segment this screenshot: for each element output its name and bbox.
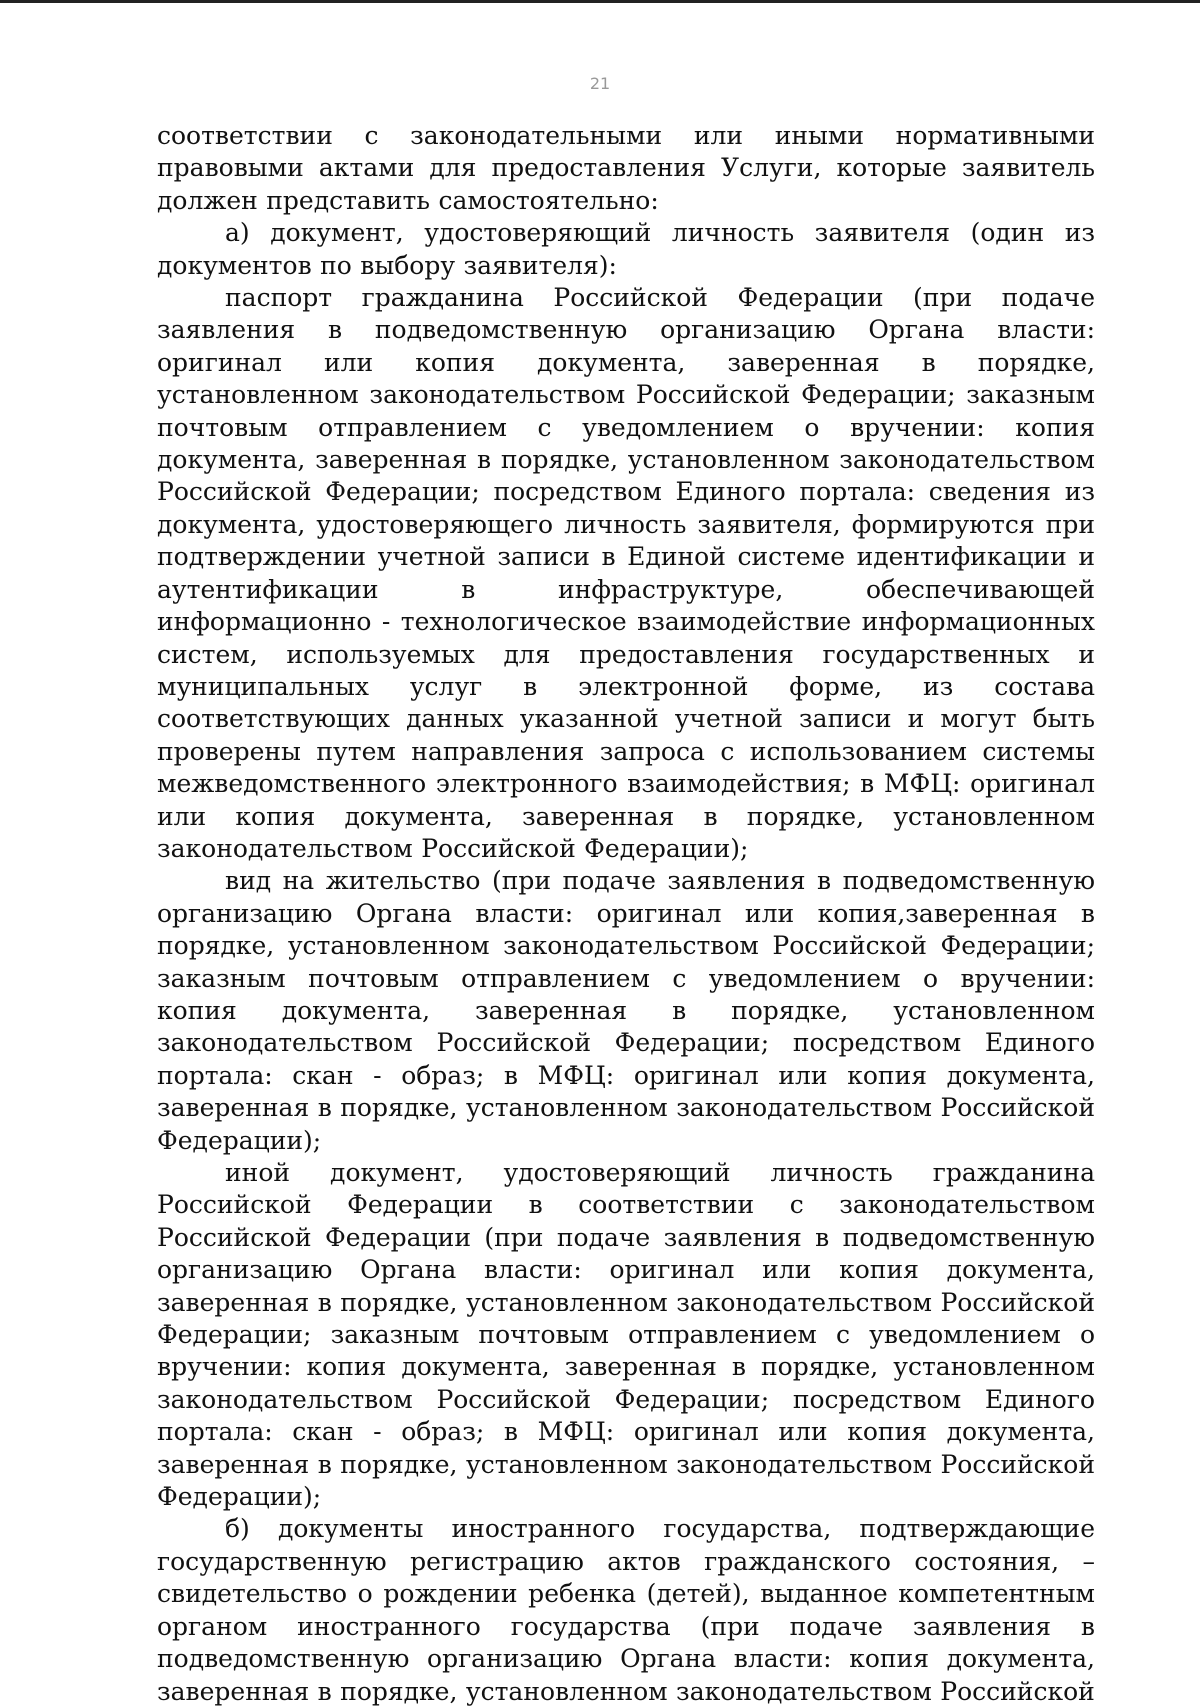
page-number: 21 bbox=[589, 74, 611, 93]
paragraph-residence-permit: вид на жительство (при подаче заявления в подведомственную организацию Органа власти: оригинал или копия,заверенная в порядке, установленном законодательством Российской Федерации; заказным почтовым отправлением с уведомлением о вручении: копия документа, заверенная в порядке, установленном законодательством Российской Федерации; посредством Единого портала: скан - образ; в МФЦ: оригинал или копия документа, заверенная в порядке, установленном законодательством Российской Федерации); bbox=[157, 866, 1095, 1155]
document-body bbox=[157, 120, 1095, 1708]
paragraph-foreign-documents: б) документы иностранного государства, подтверждающие государственную регистрацию актов гражданского состояния, – свидетельство о рождении ребенка (детей), выданное компетентным органом иностранного государства (при подаче заявления в подведомственную организацию Органа власти: копия документа, заверенная в порядке, установленном законодательством Российской bbox=[157, 1514, 1095, 1706]
paragraph-continuation: соответствии с законодательными или иными нормативными правовыми актами для предоставления Услуги, которые заявитель должен представить самостоятельно: bbox=[157, 121, 1095, 215]
paragraph-other-identity-document: иной документ, удостоверяющий личность гражданина Российской Федерации в соответствии с законодательством Российской Федерации (при подаче заявления в подведомственную организацию Органа власти: оригинал или копия документа, заверенная в порядке, установленном законодательством Российской Федерации; заказным почтовым отправлением с уведомлением о вручении: копия документа, заверенная в порядке, установленном законодательством Российской Федерации; посредством Единого портала: скан - образ; в МФЦ: оригинал или копия документа, заверенная в порядке, установленном законодательством Российской Федерации); bbox=[157, 1158, 1095, 1512]
top-scan-edge bbox=[0, 0, 1200, 3]
paragraph-identity-document: а) документ, удостоверяющий личность заявителя (один из документов по выбору заявителя): bbox=[157, 218, 1095, 280]
paragraph-passport: паспорт гражданина Российской Федерации (при подаче заявления в подведомственную организацию Органа власти: оригинал или копия документа, заверенная в порядке, установленном законодательством Российской Федерации; заказным почтовым отправлением с уведомлением о вручении: копия документа, заверенная в порядке, установленном законодательством Российской Федерации; посредством Единого портала: сведения из документа, удостоверяющего личность заявителя, формируются при подтверждении учетной записи в Единой системе идентификации и аутентификации в инфраструктуре, обеспечивающей информационно - технологическое взаимодействие информационных систем, используемых для предоставления государственных и муниципальных услуг в электронной форме, из состава соответствующих данных указанной учетной записи и могут быть проверены путем направления запроса с использованием системы межведомственного электронного взаимодействия; в МФЦ: оригинал или копия документа, заверенная в порядке, установленном законодательством Российской Федерации); bbox=[157, 283, 1095, 863]
